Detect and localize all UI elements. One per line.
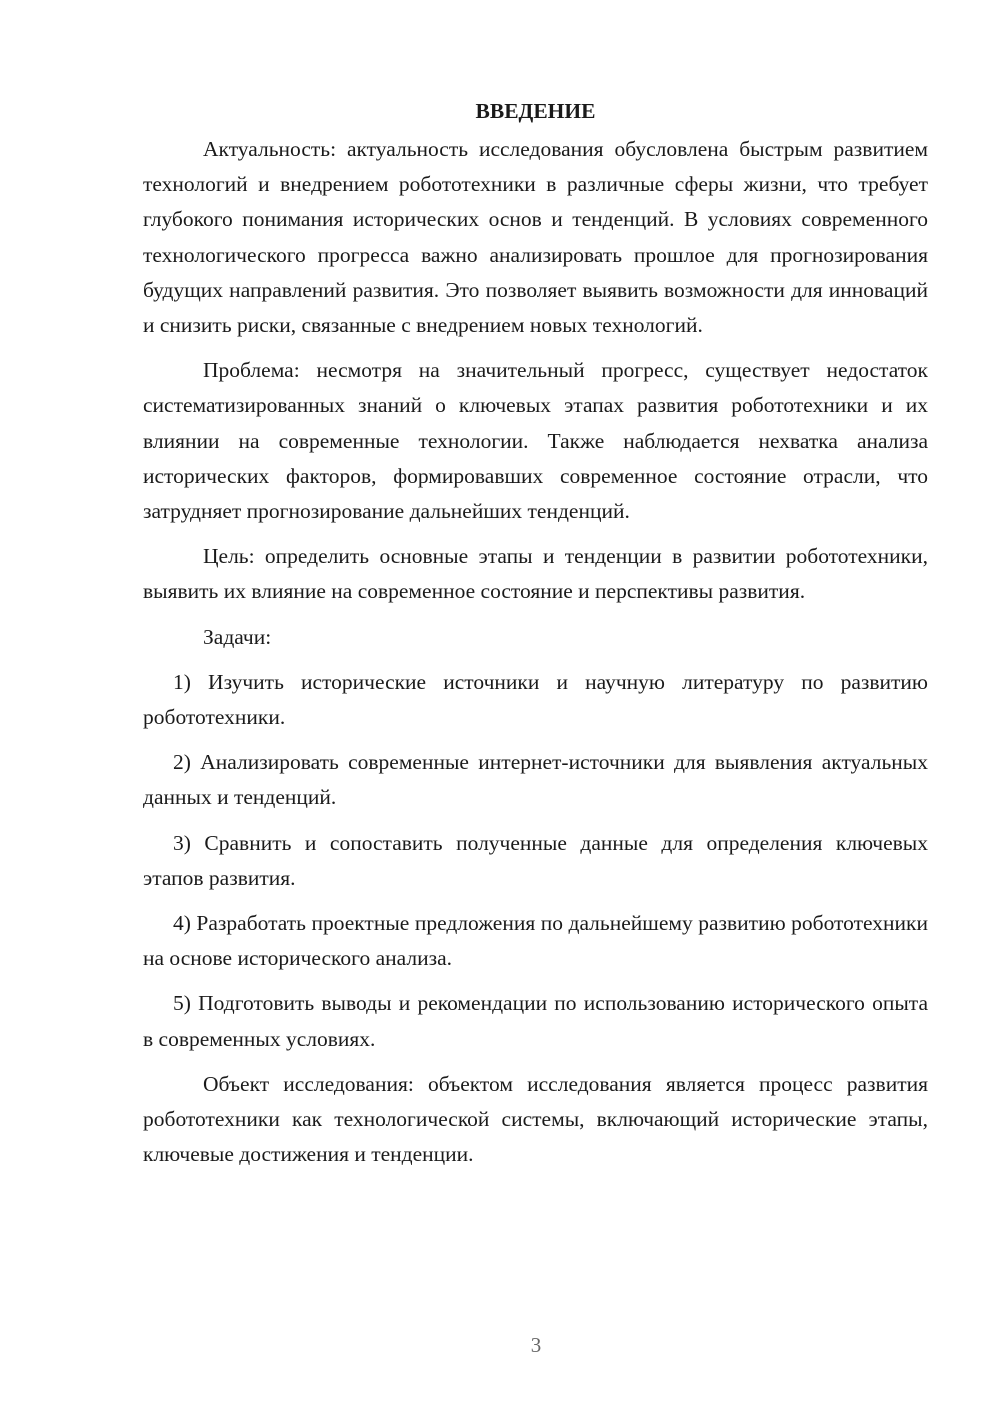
page-number: 3 xyxy=(530,1333,542,1357)
page-title: ВВЕДЕНИЕ xyxy=(475,99,596,123)
document-page xyxy=(143,96,928,1182)
tasks-list xyxy=(143,665,928,1057)
problem-paragraph: Проблема: несмотря на значительный прогресс, существует недостаток систематизированных знаний о ключевых этапах развития робототехники и их влиянии на современные технологии. Также наблюдается нехватка анализа исторических факторов, формировавших современное состояние отрасли, что затрудняет прогнозирование дальнейших тенденций. xyxy=(143,358,928,524)
task-item-2: 2) Анализировать современные интернет-источники для выявления актуальных данных и тенденций. xyxy=(143,750,928,810)
relevance-paragraph: Актуальность: актуальность исследования обусловлена быстрым развитием технологий и внедрением робототехники в различные сферы жизни, что требует глубокого понимания исторических основ и тенденций. В условиях современного технологического прогресса важно анализировать прошлое для прогнозирования будущих направлений развития. Это позволяет выявить возможности для инноваций и снизить риски, связанные с внедрением новых технологий. xyxy=(143,137,928,338)
task-item-1: 1) Изучить исторические источники и научную литературу по развитию робототехники. xyxy=(143,669,928,730)
task-item-5: 5) Подготовить выводы и рекомендации по использованию исторического опыта в современных условиях. xyxy=(143,991,928,1051)
tasks-heading: Задачи: xyxy=(203,624,272,649)
object-paragraph: Объект исследования: объектом исследования является процесс развития робототехники как технологической системы, включающий исторические этапы, ключевые достижения и тенденции. xyxy=(143,1071,928,1167)
task-item-3: 3) Сравнить и сопоставить полученные данные для определения ключевых этапов развития. xyxy=(143,830,928,890)
task-item-4: 4) Разработать проектные предложения по дальнейшему развитию робототехники на основе исторического анализа. xyxy=(143,911,928,971)
goal-paragraph: Цель: определить основные этапы и тенденции в развитии робототехники, выявить их влияние на современное состояние и перспективы развития. xyxy=(143,544,928,604)
